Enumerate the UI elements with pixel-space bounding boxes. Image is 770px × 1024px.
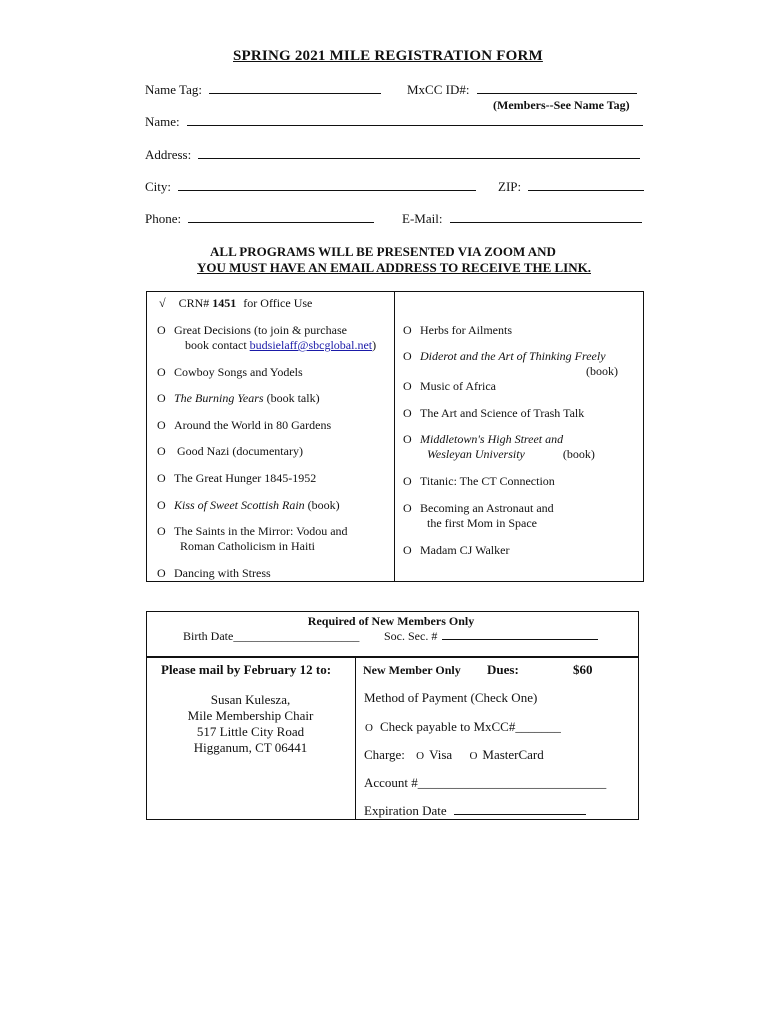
- program-dancing-with-stress[interactable]: O Dancing with Stress: [157, 566, 271, 580]
- program-great-decisions[interactable]: O Great Decisions (to join & purchase book contact budsielaff@sbcglobal.net): [157, 323, 377, 352]
- birth-date-field[interactable]: Birth Date_____________________: [183, 629, 360, 643]
- mailing-address: [146, 692, 355, 756]
- mxcc-id-field[interactable]: [407, 82, 637, 98]
- ssn-label: Soc. Sec. #: [384, 629, 438, 643]
- name-tag-field[interactable]: [145, 82, 381, 98]
- mail-street: 517 Little City Road: [196, 724, 305, 739]
- city-label: City:: [145, 179, 172, 194]
- zip-line: [528, 179, 644, 191]
- program-titanic[interactable]: O Titanic: The CT Connection: [403, 474, 555, 488]
- mxcc-id-label: MxCC ID#:: [407, 82, 470, 97]
- expiration-date-field[interactable]: [364, 803, 586, 819]
- program-music-of-africa[interactable]: O Music of Africa: [403, 379, 496, 393]
- charge-row: [364, 747, 544, 763]
- option-circle-icon[interactable]: O: [403, 349, 412, 363]
- program-burning-years[interactable]: O The Burning Years (book talk): [157, 391, 320, 405]
- program-around-the-world[interactable]: O Around the World in 80 Gardens: [157, 418, 332, 432]
- program-kiss-of-sweet-scottish-rain[interactable]: O Kiss of Sweet Scottish Rain (book): [157, 498, 340, 512]
- charge-label: Charge:: [364, 747, 405, 762]
- visa-option-icon[interactable]: O: [416, 750, 425, 762]
- program-saints-in-the-mirror[interactable]: O The Saints in the Mirror: Vodou and Roman Catholicism in Haiti: [157, 524, 348, 553]
- option-circle-icon[interactable]: O: [403, 432, 412, 446]
- mastercard-label[interactable]: MasterCard: [482, 747, 544, 762]
- mastercard-option-icon[interactable]: O: [469, 750, 478, 762]
- option-circle-icon[interactable]: O: [157, 444, 166, 458]
- mail-payment-divider: [355, 658, 356, 819]
- mail-recipient: Susan Kulesza,: [210, 692, 291, 707]
- visa-label[interactable]: Visa: [429, 747, 453, 762]
- program-middletown-high-street[interactable]: O Middletown's High Street and Wesleyan University (book): [403, 432, 595, 461]
- zoom-notice-line1: ALL PROGRAMS WILL BE PRESENTED VIA ZOOM AND: [210, 244, 556, 259]
- name-line: [187, 114, 643, 126]
- crn-row: √ CRN# 1451 for Office Use: [159, 296, 313, 310]
- option-circle-icon[interactable]: O: [157, 391, 166, 405]
- payment-method-heading: Method of Payment (Check One): [364, 690, 538, 705]
- members-note: (Members--See Name Tag): [493, 98, 630, 112]
- account-number-field[interactable]: Account #_____________________________: [364, 775, 607, 790]
- email-line: [450, 211, 642, 223]
- option-circle-icon[interactable]: O: [403, 543, 412, 557]
- option-circle-icon[interactable]: O: [403, 379, 412, 393]
- option-circle-icon[interactable]: O: [403, 501, 412, 515]
- name-label: Name:: [145, 114, 180, 129]
- option-circle-icon[interactable]: O: [403, 406, 412, 420]
- contact-email-link[interactable]: budsielaff@sbcglobal.net: [249, 338, 373, 352]
- option-circle-icon[interactable]: O: [157, 524, 166, 538]
- program-good-nazi[interactable]: O Good Nazi (documentary): [157, 444, 303, 458]
- program-herbs-for-ailments[interactable]: O Herbs for Ailments: [403, 323, 512, 337]
- option-circle-icon[interactable]: O: [157, 323, 166, 337]
- zip-field[interactable]: [498, 179, 644, 195]
- crn-number: 1451: [212, 296, 237, 310]
- city-line: [178, 179, 476, 191]
- dues-amount: $60: [573, 662, 593, 677]
- option-circle-icon[interactable]: O: [403, 474, 412, 488]
- new-member-only-label: New Member Only: [363, 663, 461, 677]
- mail-role: Mile Membership Chair: [187, 708, 314, 723]
- option-circle-icon[interactable]: O: [365, 722, 373, 734]
- check-mark-icon: √: [159, 296, 166, 310]
- programs-divider: [394, 292, 395, 581]
- phone-label: Phone:: [145, 211, 182, 226]
- address-field[interactable]: [145, 147, 640, 163]
- name-field[interactable]: [145, 114, 643, 130]
- expiration-label: Expiration Date: [364, 803, 447, 818]
- ssn-line: [442, 630, 598, 640]
- address-label: Address:: [145, 147, 192, 162]
- name-tag-label: Name Tag:: [145, 82, 202, 97]
- program-diderot[interactable]: O Diderot and the Art of Thinking Freely (book): [403, 349, 618, 378]
- mxcc-id-line: [477, 82, 637, 94]
- option-circle-icon[interactable]: O: [157, 418, 166, 432]
- option-circle-icon[interactable]: O: [157, 471, 166, 485]
- option-circle-icon[interactable]: O: [157, 566, 166, 580]
- program-trash-talk[interactable]: O The Art and Science of Trash Talk: [403, 406, 585, 420]
- ssn-field[interactable]: [384, 629, 598, 644]
- program-madam-cj-walker[interactable]: O Madam CJ Walker: [403, 543, 510, 557]
- zoom-notice-line2: YOU MUST HAVE AN EMAIL ADDRESS TO RECEIVE THE LINK.: [197, 260, 591, 275]
- email-label: E-Mail:: [402, 211, 443, 226]
- zip-label: ZIP:: [498, 179, 522, 194]
- dues-label: Dues:: [487, 662, 519, 677]
- city-field[interactable]: [145, 179, 476, 195]
- address-line: [198, 147, 640, 159]
- phone-field[interactable]: [145, 211, 374, 227]
- program-becoming-an-astronaut[interactable]: O Becoming an Astronaut and the first Mom in Space: [403, 501, 554, 530]
- name-tag-line: [209, 82, 381, 94]
- program-cowboy-songs[interactable]: O Cowboy Songs and Yodels: [157, 365, 303, 379]
- option-circle-icon[interactable]: O: [157, 365, 166, 379]
- mail-city: Higganum, CT 06441: [193, 740, 308, 755]
- option-circle-icon[interactable]: O: [403, 323, 412, 337]
- form-title: SPRING 2021 MILE REGISTRATION FORM: [233, 48, 543, 64]
- option-circle-icon[interactable]: O: [157, 498, 166, 512]
- expiration-line: [454, 805, 586, 815]
- new-members-heading: Required of New Members Only: [307, 614, 475, 628]
- check-option[interactable]: O Check payable to MxCC#_______: [365, 719, 561, 734]
- email-field[interactable]: [402, 211, 642, 227]
- mail-heading: Please mail by February 12 to:: [161, 662, 332, 677]
- phone-line: [188, 211, 374, 223]
- program-great-hunger[interactable]: O The Great Hunger 1845-1952: [157, 471, 317, 485]
